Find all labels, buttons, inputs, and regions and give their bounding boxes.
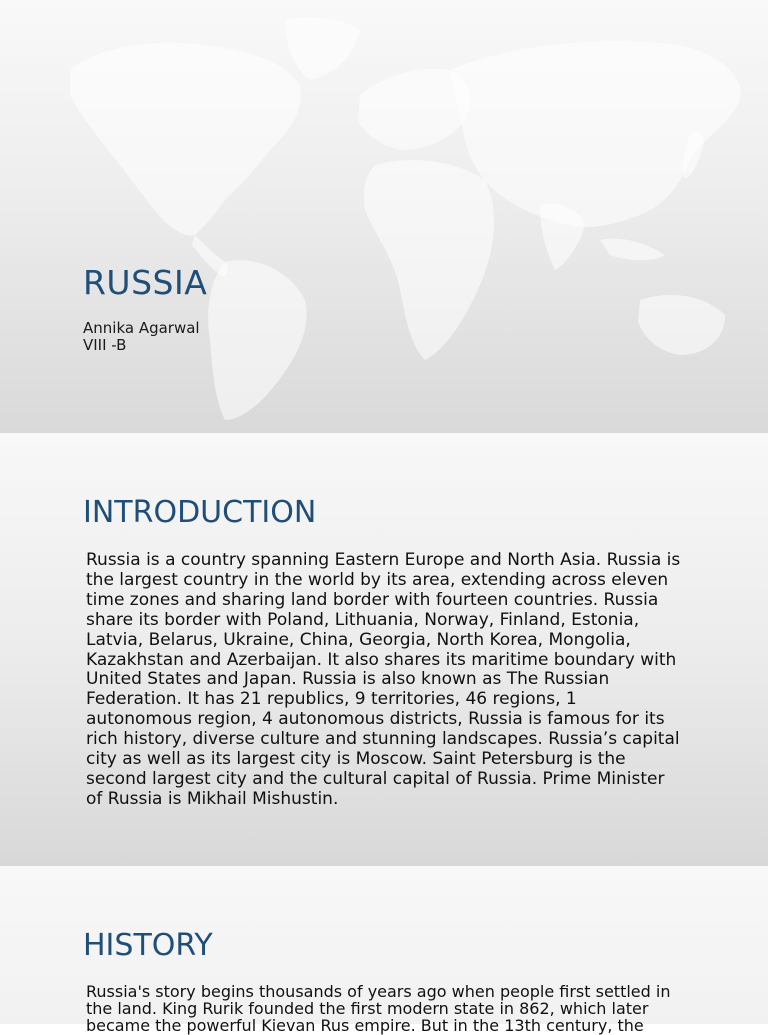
author-class: VIII -B — [83, 336, 127, 354]
introduction-body: Russia is a country spanning Eastern Europe and North Asia. Russia is the largest country in the world by its area, extending across eleven time zones and sharing land border with fourteen countries. Russia share its border with Poland, Lithuania, Norway, Finland, Estonia, Latvia, Belarus, Ukraine, China, Georgia, North Korea, Mongolia, Kazakhstan and Azerbaijan. It also shares its maritime boundary with United States and Japan. Russia is also known as The Russian Federation. It has 21 republics, 9 territories, 46 regions, 1 autonomous region, 4 autonomous districts, Russia is famous for its rich history, diverse culture and stunning landscapes. Russia’s capital city as well as its largest city is Moscow. Saint Petersburg is the second largest city and the cultural capital of Russia. Prime Minister of Russia is Mikhail Mishustin. — [86, 550, 681, 809]
history-body: Russia's story begins thousands of years ago when people first settled in the land. King Rurik founded the first modern state in 862, which later became the powerful Kievan Rus empire. But in the 13th century, the — [86, 982, 671, 1035]
world-map-icon — [0, 0, 768, 433]
title-slide — [0, 0, 768, 433]
introduction-slide — [0, 433, 768, 866]
introduction-heading: INTRODUCTION — [83, 495, 317, 530]
slide-title: RUSSIA — [83, 263, 208, 302]
history-slide — [0, 866, 768, 1035]
author-block — [83, 320, 200, 354]
author-name: Annika Agarwal — [83, 319, 200, 337]
history-heading: HISTORY — [83, 928, 213, 963]
